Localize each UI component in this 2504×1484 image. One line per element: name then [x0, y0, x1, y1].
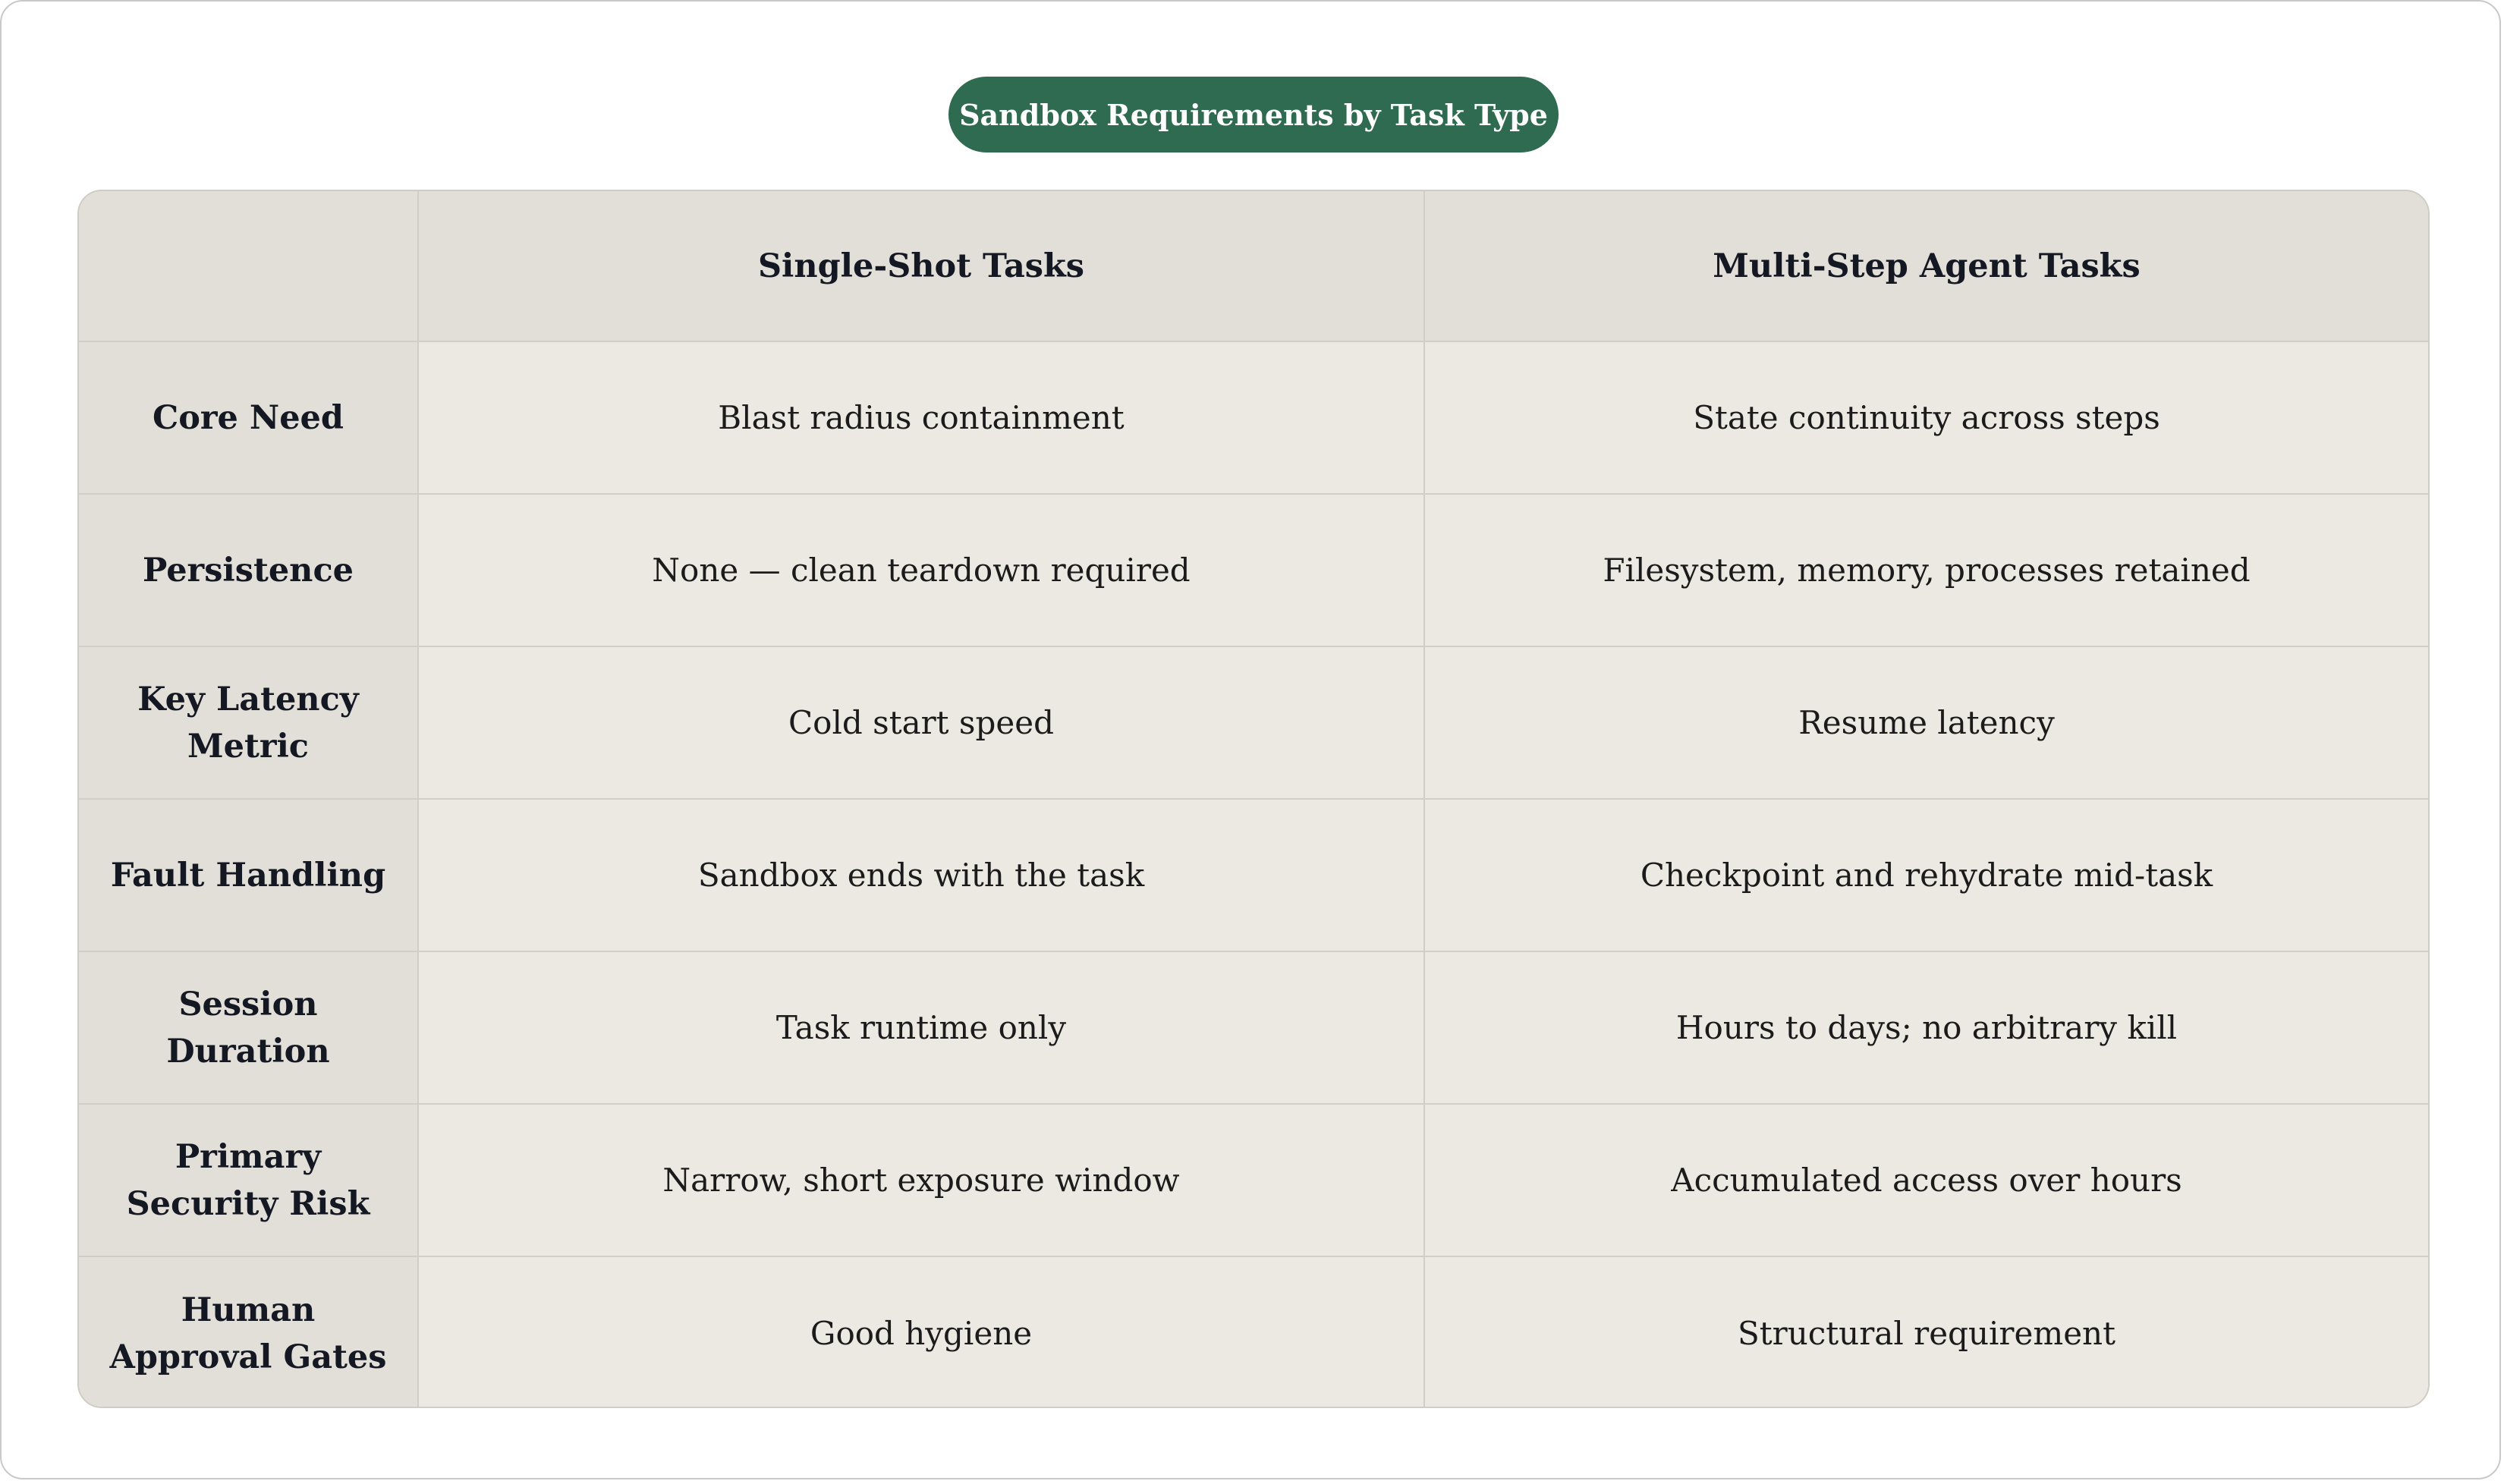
table-header-multi-step: Multi-Step Agent Tasks: [1425, 191, 2428, 342]
row-label-persistence: Persistence: [79, 495, 419, 647]
page-title: Sandbox Requirements by Task Type: [948, 77, 1559, 152]
row-label-primary-security-risk: Primary Security Risk: [79, 1105, 419, 1257]
table-cell: Accumulated access over hours: [1425, 1105, 2428, 1257]
table-cell: Good hygiene: [419, 1257, 1425, 1408]
row-label-key-latency-metric: Key Latency Metric: [79, 647, 419, 800]
table-header-single-shot: Single-Shot Tasks: [419, 191, 1425, 342]
table-cell: Blast radius containment: [419, 342, 1425, 495]
table-cell: Filesystem, memory, processes retained: [1425, 495, 2428, 647]
row-label-session-duration: Session Duration: [79, 952, 419, 1105]
table-header-corner: [79, 191, 419, 342]
row-label-human-approval-gates: Human Approval Gates: [79, 1257, 419, 1408]
comparison-table: [77, 190, 2430, 1408]
table-cell: Task runtime only: [419, 952, 1425, 1105]
table-cell: Structural requirement: [1425, 1257, 2428, 1408]
table-cell: Hours to days; no arbitrary kill: [1425, 952, 2428, 1105]
table-cell: None — clean teardown required: [419, 495, 1425, 647]
table-cell: Narrow, short exposure window: [419, 1105, 1425, 1257]
table-cell: Checkpoint and rehydrate mid-task: [1425, 800, 2428, 952]
table-cell: Cold start speed: [419, 647, 1425, 800]
row-label-core-need: Core Need: [79, 342, 419, 495]
table-cell: State continuity across steps: [1425, 342, 2428, 495]
table-cell: Resume latency: [1425, 647, 2428, 800]
row-label-fault-handling: Fault Handling: [79, 800, 419, 952]
table-cell: Sandbox ends with the task: [419, 800, 1425, 952]
